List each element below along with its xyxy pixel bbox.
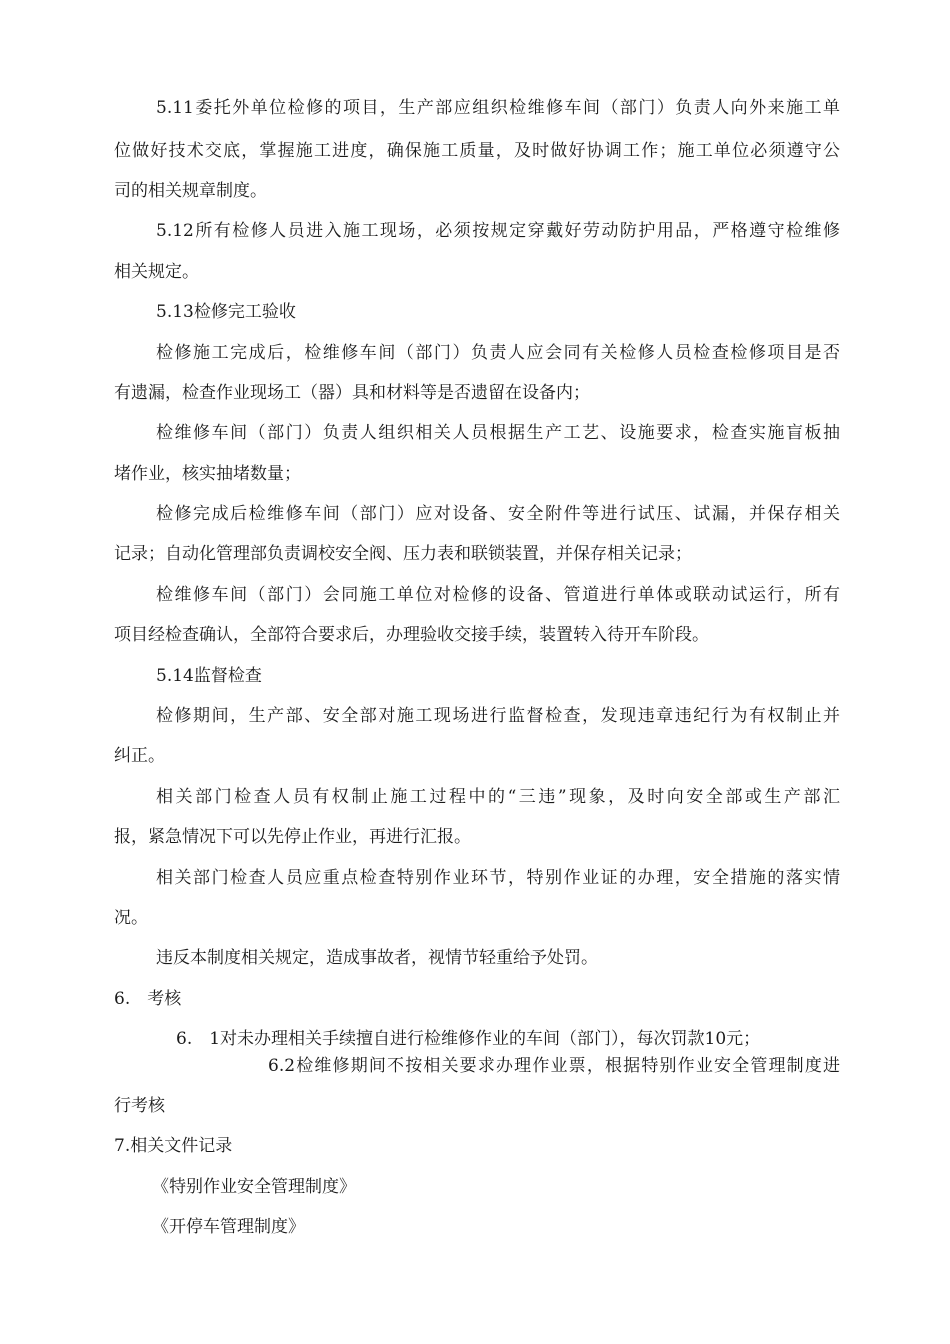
text-line: 况。 xyxy=(114,908,148,928)
document-reference: 《特别作业安全管理制度》 xyxy=(152,1177,356,1197)
text-line: 6.2检维修期间不按相关要求办理作业票，根据特别作业安全管理制度进 xyxy=(268,1056,840,1076)
text-line: 检修施工完成后，检维修车间（部门）负责人应会同有关检修人员检查检修项目是否 xyxy=(156,343,840,363)
text-line: 行考核 xyxy=(114,1096,165,1116)
text-line: 相关规定。 xyxy=(114,262,199,282)
section-heading: 5.13检修完工验收 xyxy=(156,302,296,322)
text-line: 报，紧急情况下可以先停止作业，再进行汇报。 xyxy=(114,827,471,847)
text-line: 违反本制度相关规定，造成事故者，视情节轻重给予处罚。 xyxy=(156,948,598,968)
text-line: 检修完成后检维修车间（部门）应对设备、安全附件等进行试压、试漏，并保存相关 xyxy=(156,504,840,524)
text-line: 堵作业，核实抽堵数量； xyxy=(114,464,301,484)
section-heading: 5.14监督检查 xyxy=(156,666,262,686)
text-line: 相关部门检查人员应重点检查特别作业环节，特别作业证的办理，安全措施的落实情 xyxy=(156,868,840,888)
text-line: 有遗漏，检查作业现场工（器）具和材料等是否遗留在设备内； xyxy=(114,383,590,403)
text-line: 相关部门检查人员有权制止施工过程中的“三违”现象，及时向安全部或生产部汇 xyxy=(156,787,840,807)
text-line: 5.12所有检修人员进入施工现场，必须按规定穿戴好劳动防护用品，严格遵守检维修 xyxy=(156,221,840,241)
text-line: 项目经检查确认，全部符合要求后，办理验收交接手续，装置转入待开车阶段。 xyxy=(114,625,709,645)
text-line: 检维修车间（部门）会同施工单位对检修的设备、管道进行单体或联动试运行，所有 xyxy=(156,585,840,605)
text-line: 位做好技术交底，掌握施工进度，确保施工质量，及时做好协调工作；施工单位必须遵守公 xyxy=(114,141,840,161)
text-line: 检修期间，生产部、安全部对施工现场进行监督检查，发现违章违纪行为有权制止并 xyxy=(156,706,840,726)
text-line: 5.11委托外单位检修的项目，生产部应组织检维修车间（部门）负责人向外来施工单 xyxy=(156,98,840,118)
text-line: 纠正。 xyxy=(114,746,165,766)
document-reference: 《开停车管理制度》 xyxy=(152,1217,305,1237)
text-line: 记录；自动化管理部负责调校安全阀、压力表和联锁装置，并保存相关记录； xyxy=(114,544,692,564)
section-heading: 6. 考核 xyxy=(114,989,182,1009)
section-heading: 7.相关文件记录 xyxy=(114,1136,233,1156)
text-line: 司的相关规章制度。 xyxy=(114,181,267,201)
text-line: 检维修车间（部门）负责人组织相关人员根据生产工艺、设施要求，检查实施盲板抽 xyxy=(156,423,840,443)
text-line: 6. 1对未办理相关手续擅自进行检维修作业的车间（部门），每次罚款10元； xyxy=(176,1029,761,1049)
